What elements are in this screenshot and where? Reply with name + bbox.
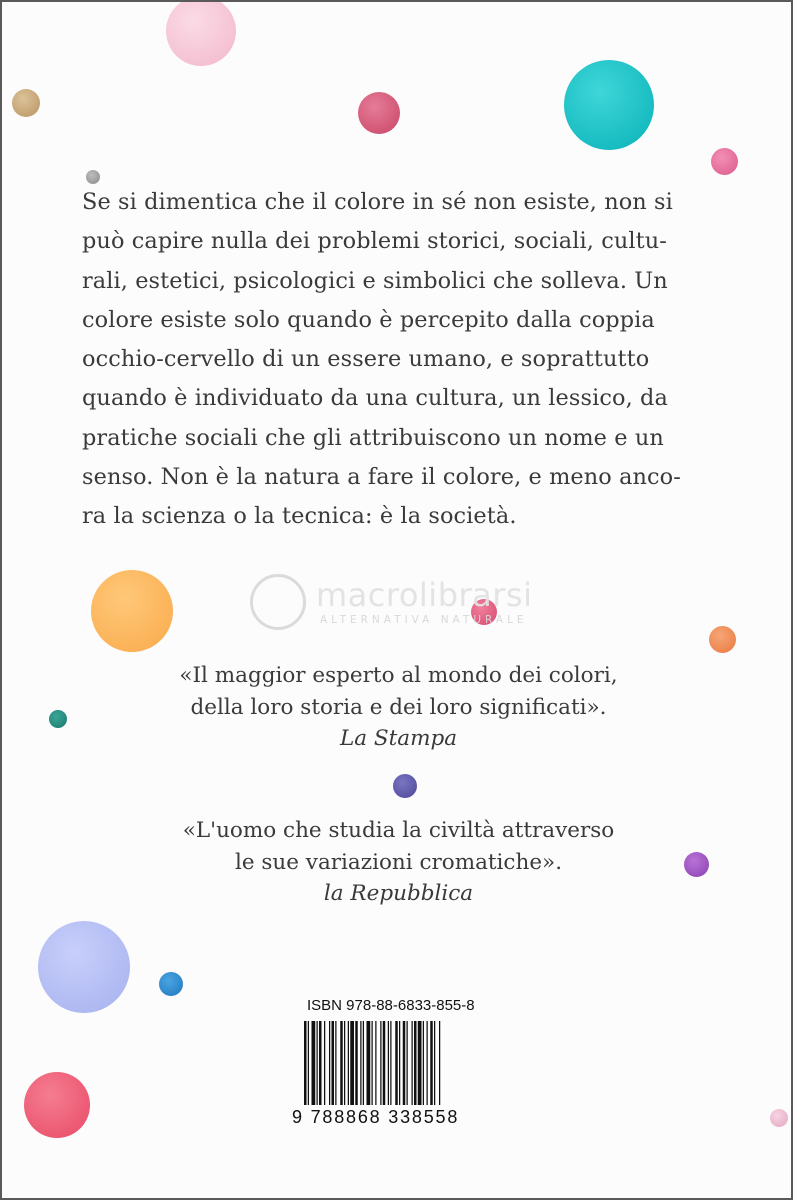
orange-dot xyxy=(91,570,173,652)
press-quote xyxy=(2,660,793,755)
quote-source: La Stampa xyxy=(339,726,458,751)
tan-dot xyxy=(12,89,40,117)
watermark-tagline: ALTERNATIVA NATURALE xyxy=(320,614,528,626)
quote-line: «L'uomo che studia la civiltà attraverso xyxy=(182,818,615,843)
watermark-name: macrolibrarsi xyxy=(316,576,533,614)
red-dot xyxy=(24,1072,90,1138)
blue-dot xyxy=(159,972,183,996)
blurb-line: rali, estetici, psicologici e simbolici che solleva. Un xyxy=(82,267,668,294)
quote-line: della loro storia e dei loro significati». xyxy=(190,694,607,720)
magenta-dot xyxy=(711,148,738,175)
quote-source: la Repubblica xyxy=(323,881,474,906)
pink-dot xyxy=(166,0,236,66)
isbn-label: ISBN 978-88-6833-855-8 xyxy=(307,997,475,1014)
teal-dot xyxy=(564,60,654,150)
blurb-line: occhio-cervello di un essere umano, e soprattutto xyxy=(82,346,650,373)
blurb-paragraph xyxy=(82,183,724,537)
blurb-line: quando è individuato da una cultura, un lessico, da xyxy=(82,385,668,412)
barcode xyxy=(292,1019,490,1126)
coral-dot xyxy=(709,626,736,653)
leaf-logo-icon xyxy=(250,574,306,630)
crimson-dot xyxy=(358,92,400,134)
blurb-line: colore esiste solo quando è percepito dalla coppia xyxy=(82,306,655,333)
lavender-dot xyxy=(38,921,130,1013)
watermark xyxy=(250,574,550,630)
barcode-bars-icon xyxy=(292,1019,490,1107)
light-pink-dot xyxy=(770,1109,788,1127)
grey-dot xyxy=(86,170,100,184)
blurb-line: Se si dimentica che il colore in sé non esiste, non si xyxy=(82,189,673,215)
barcode-digits: 9 788868 338558 xyxy=(292,1107,460,1127)
blurb-line: ra la scienza o la tecnica: è la società. xyxy=(82,503,517,530)
blurb-line: senso. Non è la natura a fare il colore, e meno anco- xyxy=(82,464,681,491)
blurb-line: può capire nulla dei problemi storici, sociali, cultu- xyxy=(82,228,667,255)
indigo-dot xyxy=(393,774,417,798)
quote-line: «Il maggior esperto al mondo dei colori, xyxy=(179,663,618,688)
quote-line: le sue variazioni cromatiche». xyxy=(234,849,563,875)
press-quote xyxy=(2,815,793,910)
rose-dot xyxy=(471,599,497,625)
blurb-line: pratiche sociali che gli attribuiscono un nome e un xyxy=(82,424,664,451)
